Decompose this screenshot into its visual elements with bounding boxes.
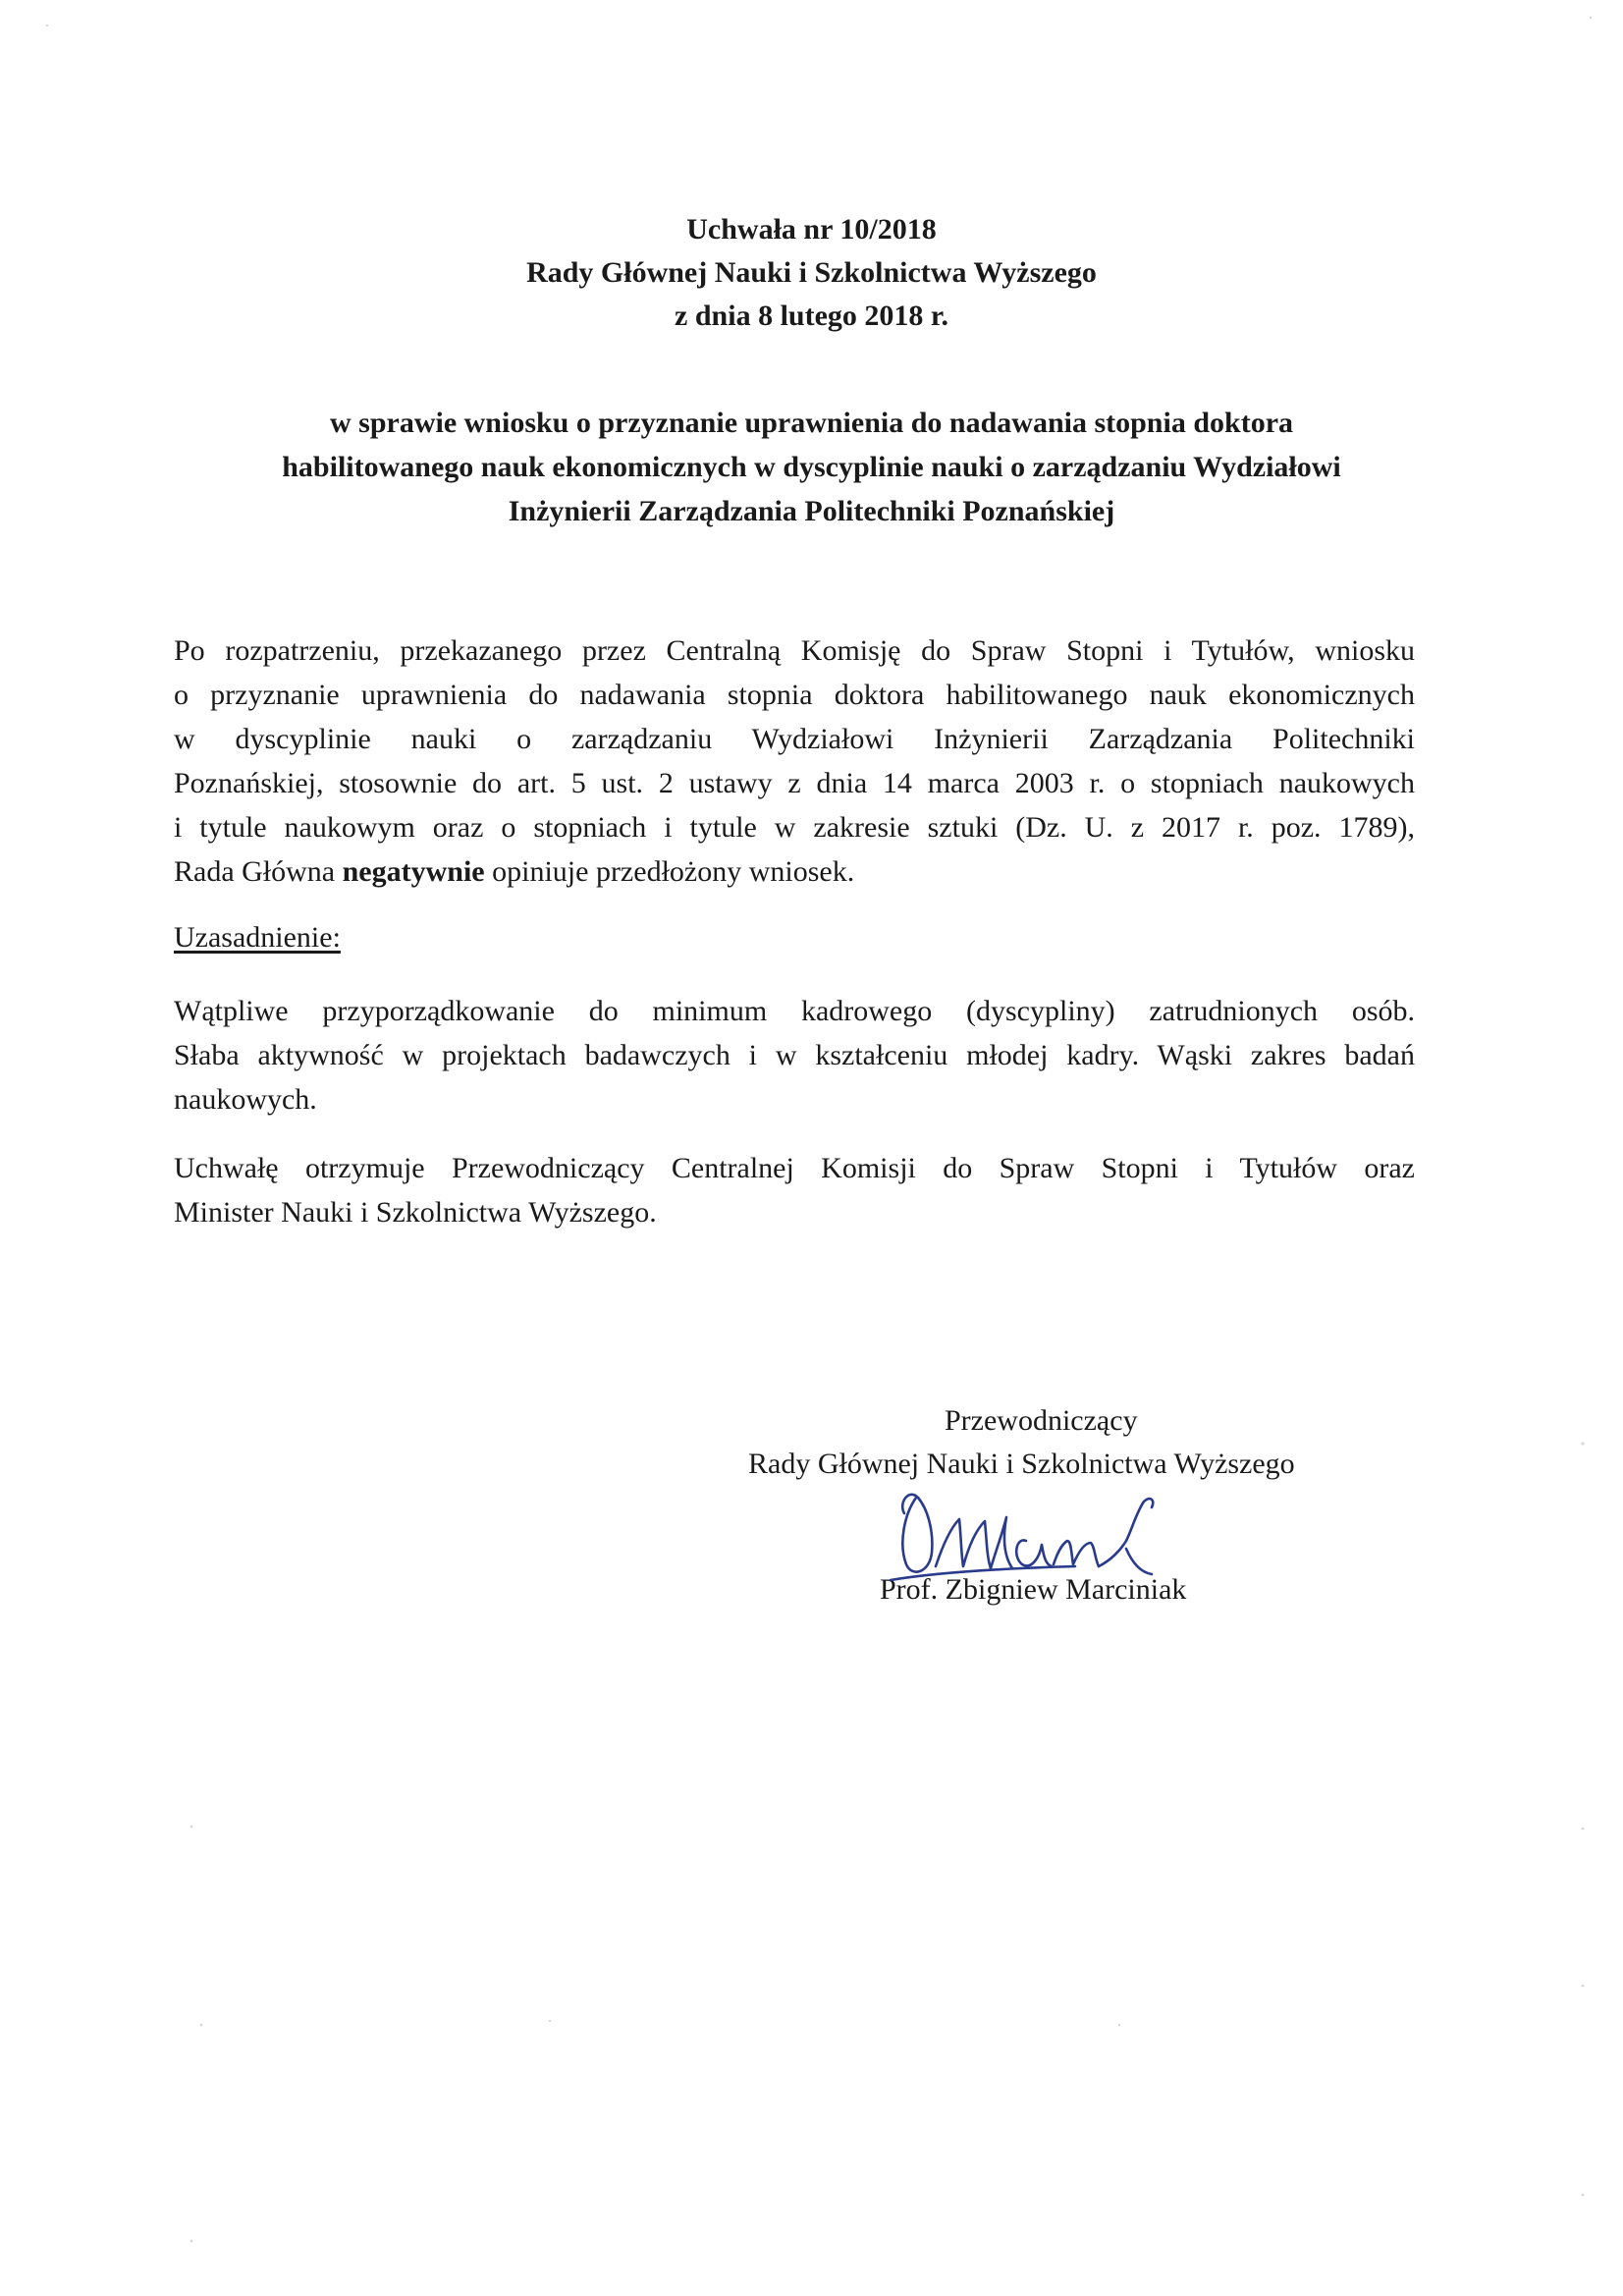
paragraph-line: o przyznanie uprawnienia do nadawania stopnia doktora habilitowanego nauk ekonomicznych xyxy=(174,679,1415,711)
paragraph-line: Słaba aktywność w projektach badawczych i w kształceniu młodej kadry. Wąski zakres badań xyxy=(174,1039,1415,1071)
recipient-paragraph xyxy=(174,1146,1415,1234)
paragraph-line: Minister Nauki i Szkolnictwa Wyższego. xyxy=(174,1196,657,1229)
justification-heading: Uzasadnienie: xyxy=(174,921,341,954)
decision-verdict: negatywnie xyxy=(342,855,485,888)
paragraph-line: Poznańskiej, stosownie do art. 5 ust. 2 ustawy z dnia 14 marca 2003 r. o stopniach naukowych xyxy=(174,767,1415,799)
signature-strokes xyxy=(891,1495,1153,1580)
paragraph-line: i tytule naukowym oraz o stopniach i tytule w zakresie sztuki (Dz. U. z 2017 r. poz. 1789), xyxy=(174,811,1415,844)
resolution-date: z dnia 8 lutego 2018 r. xyxy=(675,300,948,332)
resolution-header xyxy=(0,208,1623,338)
paragraph-line: Uchwałę otrzymuje Przewodniczący Centralnej Komisji do Spraw Stopni i Tytułów oraz xyxy=(174,1152,1415,1184)
subject-line: habilitowanego nauk ekonomicznych w dyscyplinie nauki o zarządzaniu Wydziałowi xyxy=(282,451,1341,483)
paragraph-line: Wątpliwe przyporządkowanie do minimum kadrowego (dyscypliny) zatrudnionych osób. xyxy=(174,995,1415,1027)
decision-prefix: Rada Główna xyxy=(174,855,343,888)
signatory-title: Przewodniczący xyxy=(945,1404,1138,1437)
resolution-number: Uchwała nr 10/2018 xyxy=(686,213,937,246)
justification-paragraph xyxy=(174,989,1415,1121)
signatory-name: Prof. Zbigniew Marciniak xyxy=(880,1573,1187,1606)
resolution-subject xyxy=(147,401,1476,533)
resolution-body: Rady Głównej Nauki i Szkolnictwa Wyższego xyxy=(526,256,1097,289)
handwritten-signature xyxy=(879,1470,1213,1598)
main-paragraph xyxy=(174,629,1415,894)
paragraph-line xyxy=(174,849,1415,894)
subject-line: Inżynierii Zarządzania Politechniki Poznańskiej xyxy=(508,495,1115,527)
subject-line: w sprawie wniosku o przyznanie uprawnienia do nadawania stopnia doktora xyxy=(329,407,1294,439)
decision-suffix: opiniuje przedłożony wniosek. xyxy=(484,855,855,888)
paragraph-line: w dyscyplinie nauki o zarządzaniu Wydziałowi Inżynierii Zarządzania Politechniki xyxy=(174,723,1415,755)
paragraph-line: naukowych. xyxy=(174,1083,317,1116)
paragraph-line: Po rozpatrzeniu, przekazanego przez Centralną Komisję do Spraw Stopni i Tytułów, wniosku xyxy=(174,634,1415,667)
signatory-organization: Rady Głównej Nauki i Szkolnictwa Wyższego xyxy=(748,1448,1295,1480)
